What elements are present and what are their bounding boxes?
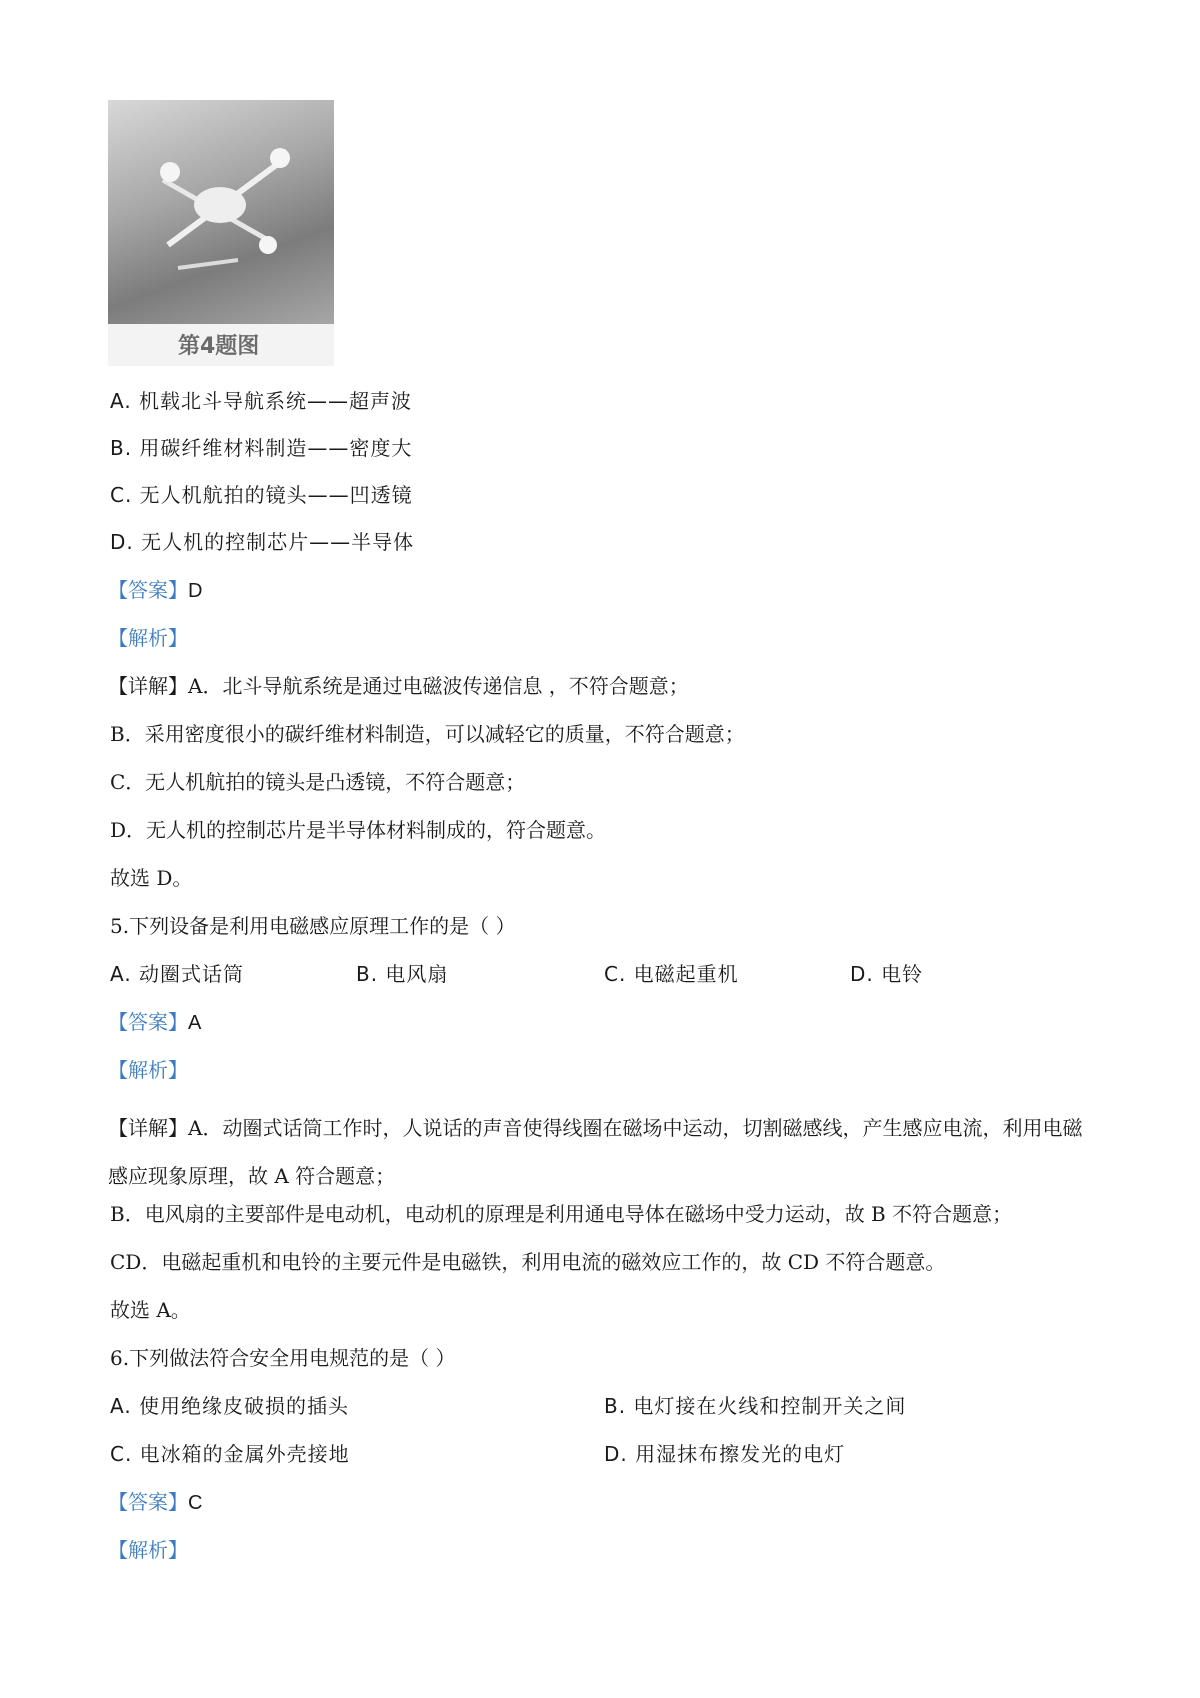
q6-option-a: A. 使用绝缘皮破损的插头 bbox=[110, 1394, 350, 1418]
q4-detail-c: C．无人机航拍的镜头是凸透镜，不符合题意； bbox=[110, 770, 526, 794]
q6-analysis-tag: 【解析】 bbox=[108, 1538, 188, 1562]
figure-caption: 第4题图 bbox=[178, 334, 260, 359]
detail-text: A．动圈式话筒工作时，人说话的声音使得线圈在磁场中运动，切割磁感线，产生感应电流，利用电磁感应现象原理，故 A 符合题意； bbox=[108, 1116, 1083, 1188]
answer-value: C bbox=[188, 1492, 203, 1514]
q5-analysis-tag: 【解析】 bbox=[108, 1058, 188, 1082]
q4-option-a: A. 机载北斗导航系统——超声波 bbox=[110, 389, 413, 413]
q4-conclusion: 故选 D。 bbox=[110, 866, 193, 890]
q5-option-d: D. 电铃 bbox=[850, 962, 924, 986]
q4-answer bbox=[108, 576, 202, 605]
q5-detail-cd: CD．电磁起重机和电铃的主要元件是电磁铁，利用电流的磁效应工作的，故 CD 不符合题意。 bbox=[110, 1250, 946, 1274]
detail-tag: 【详解】 bbox=[108, 674, 188, 698]
q5-option-b: B. 电风扇 bbox=[356, 962, 449, 986]
q5-answer bbox=[108, 1008, 201, 1037]
q6-answer bbox=[108, 1488, 202, 1517]
q4-detail-b: B．采用密度很小的碳纤维材料制造，可以减轻它的质量，不符合题意； bbox=[110, 722, 745, 746]
q4-analysis-tag: 【解析】 bbox=[108, 626, 188, 650]
detail-tag: 【详解】 bbox=[108, 1116, 188, 1140]
q4-detail-d: D．无人机的控制芯片是半导体材料制成的，符合题意。 bbox=[110, 818, 607, 842]
drone-photo bbox=[108, 100, 334, 324]
answer-tag: 【答案】 bbox=[108, 578, 188, 602]
detail-text: A．北斗导航系统是通过电磁波传递信息 ，不符合题意； bbox=[188, 674, 689, 698]
question-4-figure bbox=[108, 100, 334, 366]
q5-option-a: A. 动圈式话筒 bbox=[110, 962, 245, 986]
q6-option-d: D. 用湿抹布擦发光的电灯 bbox=[604, 1442, 846, 1466]
q5-option-c: C. 电磁起重机 bbox=[604, 962, 739, 986]
q4-option-d: D. 无人机的控制芯片——半导体 bbox=[110, 530, 415, 554]
q5-conclusion: 故选 A。 bbox=[110, 1298, 191, 1322]
answer-value: A bbox=[188, 1012, 202, 1034]
q6-stem: 6.下列做法符合安全用电规范的是（ ） bbox=[110, 1346, 456, 1370]
answer-value: D bbox=[188, 580, 203, 602]
q4-detail-a bbox=[108, 672, 689, 700]
answer-tag: 【答案】 bbox=[108, 1490, 188, 1514]
q6-option-c: C. 电冰箱的金属外壳接地 bbox=[110, 1442, 350, 1466]
figure-caption-area bbox=[108, 324, 334, 366]
answer-tag: 【答案】 bbox=[108, 1010, 188, 1034]
q5-detail-b: B．电风扇的主要部件是电动机，电动机的原理是利用通电导体在磁场中受力运动，故 B 不符合题意； bbox=[110, 1202, 1013, 1226]
q4-option-b: B. 用碳纤维材料制造——密度大 bbox=[110, 436, 413, 460]
q6-option-b: B. 电灯接在火线和控制开关之间 bbox=[604, 1394, 907, 1418]
q5-detail-a bbox=[108, 1104, 1098, 1200]
q4-option-c: C. 无人机航拍的镜头——凹透镜 bbox=[110, 483, 413, 507]
q5-stem: 5.下列设备是利用电磁感应原理工作的是（ ） bbox=[110, 914, 516, 938]
